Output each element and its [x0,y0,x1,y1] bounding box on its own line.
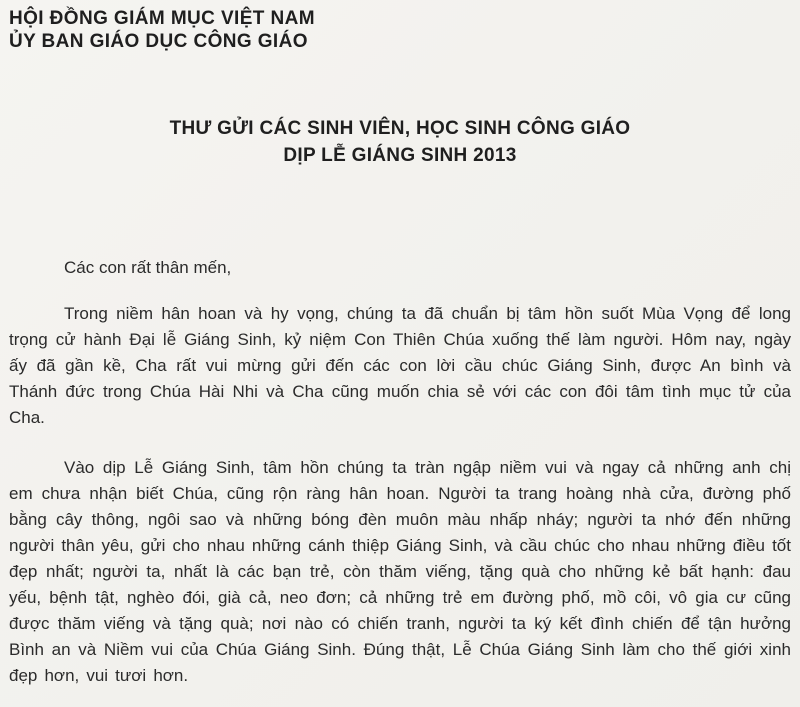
paragraph-2: Vào dịp Lễ Giáng Sinh, tâm hồn chúng ta tràn ngập niềm vui và ngay cả những anh chị em chưa nhận biết Chúa, cũng rộn ràng hân hoan. Người ta trang hoàng nhà cửa, đường phố bằng cây thông, ngôi sao và những bóng đèn muôn màu nhấp nháy; người ta nhớ đến những người thân yêu, gửi cho nhau những cánh thiệp Giáng Sinh, và cầu chúc cho nhau những điều tốt đẹp nhất; người ta, nhất là các bạn trẻ, còn thăm viếng, tặng quà cho những kẻ bất hạnh: đau yếu, bệnh tật, nghèo đói, già cả, neo đơn; cả những trẻ em đường phố, mồ côi, vô gia cư cũng được thăm viếng và tặng quà; nơi nào có chiến tranh, người ta ký kết đình chiến để tận hưởng Bình an và Niềm vui của Chúa Giáng Sinh. Đúng thật, Lễ Chúa Giáng Sinh làm cho thế giới xinh đẹp hơn, vui tươi hơn. [9,458,791,685]
letter-title [9,115,791,169]
letter-title-line2: DỊP LỄ GIÁNG SINH 2013 [283,145,517,166]
salutation: Các con rất thân mến, [64,258,232,277]
committee-name: ỦY BAN GIÁO DỤC CÔNG GIÁO [9,31,308,52]
letter-title-line1: THƯ GỬI CÁC SINH VIÊN, HỌC SINH CÔNG GIÁO [169,118,631,139]
organization-name: HỘI ĐỒNG GIÁM MỤC VIỆT NAM [9,8,315,29]
paragraph-1: Trong niềm hân hoan và hy vọng, chúng ta đã chuẩn bị tâm hồn suốt Mùa Vọng để long trọng cử hành Đại lễ Giáng Sinh, kỷ niệm Con Thiên Chúa xuống thế làm người. Hôm nay, ngày ấy đã gần kề, Cha rất vui mừng gửi đến các con lời cầu chúc Giáng Sinh, được An bình và Thánh đức trong Chúa Hài Nhi và Cha cũng muốn chia sẻ với các con đôi tâm tình mục tử của Cha. [9,304,791,427]
letterhead [9,7,791,53]
